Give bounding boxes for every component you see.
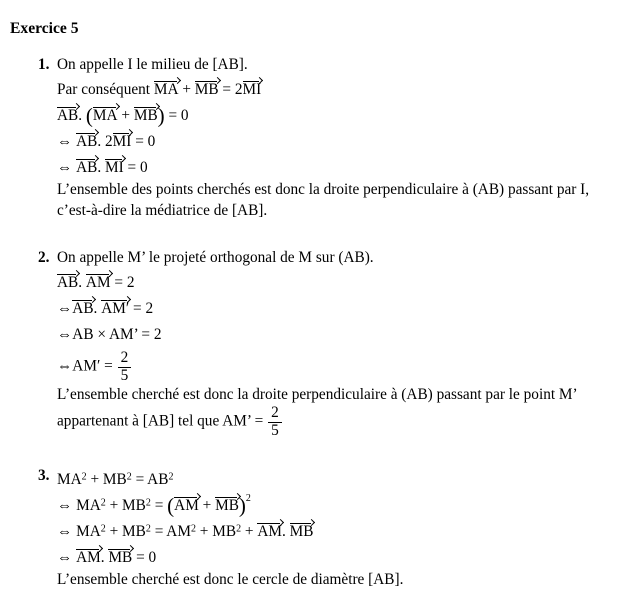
vector-overarrow: MB (290, 521, 314, 543)
math-text: L’ensemble cherché est donc la droite perpendiculaire à (AB) passant par le point M’ (57, 386, 578, 404)
math-text: On appelle M’ le projeté orthogonal de M sur (AB). (57, 249, 374, 266)
exercise-title: Exercice 5 (10, 20, 79, 37)
math-text: . (282, 523, 290, 541)
big-paren: ( (85, 103, 93, 128)
vector-overarrow: MB (108, 547, 132, 569)
math-text: + (241, 523, 258, 541)
math-text: . (97, 159, 106, 176)
math-line (57, 324, 623, 346)
superscript: 2 (145, 497, 151, 509)
vector-overarrow: AB (57, 105, 78, 127)
math-text: . (78, 274, 86, 291)
math-text: ⇔ (57, 159, 77, 176)
math-text: ⇔AB × AM’ = 2 (57, 326, 162, 343)
math-text: . (100, 549, 109, 567)
vector-overarrow: MA (154, 79, 179, 101)
math-line (57, 298, 623, 320)
item-number: 1. (38, 56, 50, 73)
math-text: L’ensemble des points cherchés est donc la droite perpendiculaire à (AB) passant par I, (57, 181, 590, 198)
math-line (57, 495, 623, 517)
big-paren: ( (167, 493, 175, 518)
math-text: On appelle I le milieu de [AB]. (57, 56, 248, 73)
vector-overarrow: AB (72, 298, 93, 320)
math-text: c’est-à-dire la médiatrice de [AB]. (57, 202, 268, 219)
fraction (118, 350, 132, 384)
superscript: 2 (81, 471, 87, 483)
math-text: = 2 (110, 274, 135, 291)
math-text: ⇔AM′ = (57, 357, 117, 375)
vector-overarrow: AB (57, 272, 78, 294)
vector-overarrow: AM (174, 495, 199, 517)
math-line (57, 521, 623, 543)
fraction-denominator: 5 (268, 422, 282, 440)
text-line (57, 569, 623, 590)
math-line (57, 469, 623, 491)
item-body (57, 465, 623, 590)
math-text: = 2 (218, 81, 243, 98)
math-text: + (117, 107, 134, 124)
item-number: 3. (38, 467, 50, 485)
math-line (57, 105, 623, 127)
math-text: ⇔ MA (57, 523, 101, 541)
text-line (57, 384, 623, 405)
math-text: ⇔ (57, 133, 77, 150)
fraction-numerator: 2 (271, 404, 279, 422)
math-text: ⇔ MA (57, 497, 101, 515)
superscript: 2 (145, 523, 151, 535)
math-text: . 2 (97, 133, 113, 150)
math-text: = 0 (131, 133, 156, 150)
fraction-numerator: 2 (120, 349, 129, 366)
text-line (57, 405, 623, 439)
math-text: L’ensemble cherché est donc le cercle de diamètre [AB]. (57, 571, 404, 589)
vector-overarrow: AB (76, 131, 97, 153)
vector-overarrow: MI (105, 157, 124, 179)
math-text: + MB (86, 471, 127, 489)
math-line (57, 272, 623, 294)
math-text: + (178, 81, 195, 98)
math-text: MA (57, 471, 82, 489)
exercise-items (10, 54, 623, 590)
vector-overarrow: AB (76, 157, 97, 179)
math-text: + MB (195, 523, 237, 541)
vector-overarrow: MB (195, 79, 219, 101)
vector-overarrow: AM (76, 547, 101, 569)
vector-overarrow: MB (215, 495, 239, 517)
fraction-denominator: 5 (118, 367, 132, 385)
superscript: 2 (100, 523, 106, 535)
math-line (57, 79, 623, 101)
math-text: ⇔ (57, 549, 77, 567)
text-line (57, 247, 623, 268)
math-text: = 0 (132, 549, 157, 567)
superscript: 2 (236, 523, 242, 535)
text-line (57, 200, 623, 221)
vector-overarrow: AM (86, 272, 111, 294)
exercise-item (10, 54, 623, 221)
exercise-item (10, 247, 623, 439)
item-number: 2. (38, 249, 50, 266)
vector-overarrow: MI (113, 131, 132, 153)
superscript: 2 (168, 471, 174, 483)
math-text: = 0 (164, 107, 189, 124)
exercise-item (10, 465, 623, 590)
math-text: = AB (131, 471, 169, 489)
math-text: + (198, 497, 216, 515)
vector-overarrow: AM (257, 521, 282, 543)
math-text: = AM (150, 523, 191, 541)
item-body (57, 54, 623, 221)
item-body (57, 247, 623, 439)
math-text: . (78, 107, 86, 124)
math-text: = 2 (129, 300, 154, 317)
big-paren: ) (238, 493, 246, 518)
math-line (57, 547, 623, 569)
math-text: . (93, 300, 102, 317)
superscript: 2 (245, 493, 251, 505)
math-text: + MB (105, 523, 146, 541)
math-text: ⇔ (57, 300, 73, 317)
big-paren: ) (157, 103, 165, 128)
math-text: = (150, 497, 168, 515)
vector-overarrow: MA (93, 105, 118, 127)
math-text: appartenant à [AB] tel que AM’ = (57, 412, 268, 430)
math-line (57, 350, 623, 384)
math-text: + MB (105, 497, 146, 515)
vector-overarrow: AM′ (101, 298, 129, 320)
superscript: 2 (126, 471, 132, 483)
text-line (57, 179, 623, 200)
vector-overarrow: MB (134, 105, 158, 127)
vector-overarrow: MI (243, 79, 262, 101)
fraction (268, 405, 282, 439)
math-text: Par conséquent (57, 81, 154, 98)
superscript: 2 (100, 497, 106, 509)
math-line (57, 131, 623, 153)
math-line (57, 157, 623, 179)
superscript: 2 (190, 523, 196, 535)
math-text: = 0 (123, 159, 148, 176)
text-line (57, 54, 623, 75)
